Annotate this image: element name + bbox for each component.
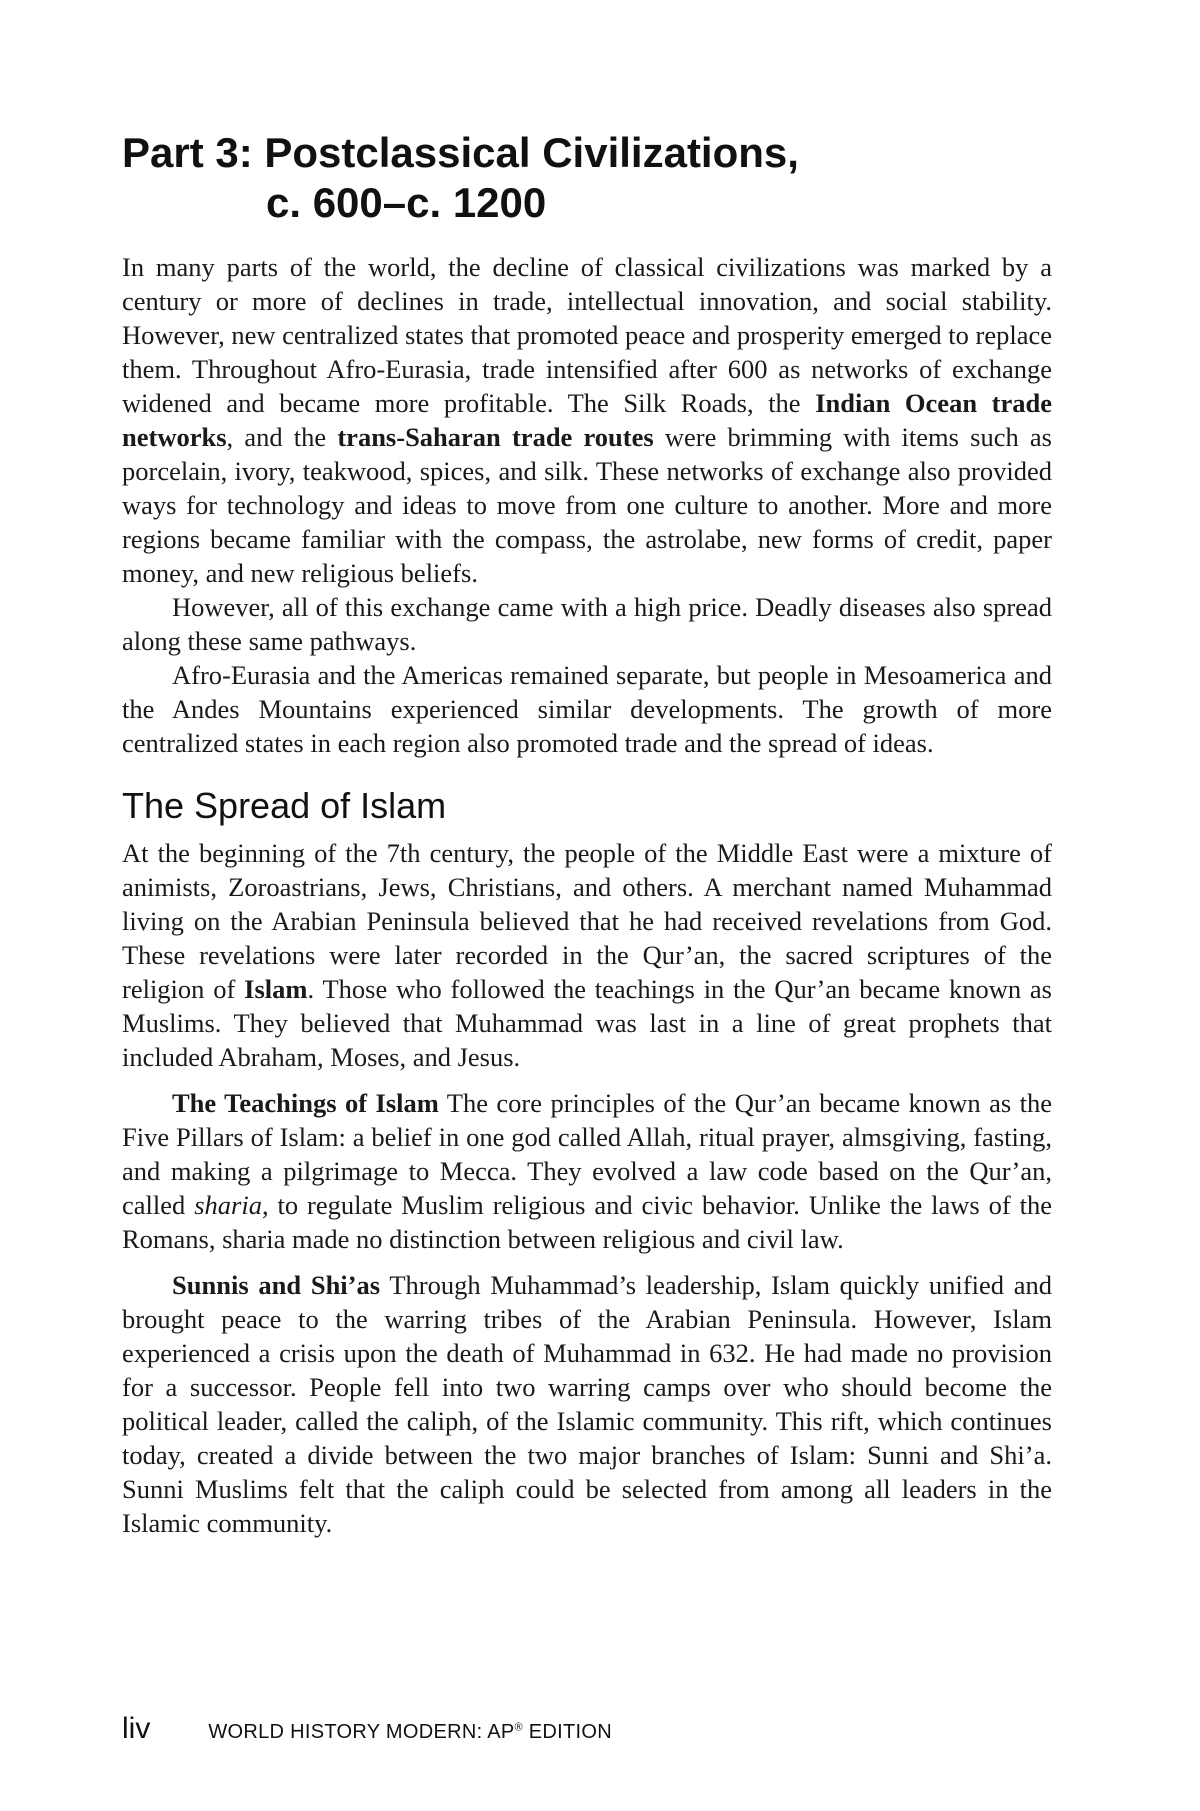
teachings-paragraph: The Teachings of Islam The core principles of the Qur’an became known as the Five Pillars of Islam: a belief in one god called Allah, ritual prayer, almsgiving, fasting, and making a pilgrimage to Mecca. They evolved a law code based on the Qur’an, called sharia, to regulate Muslim religious and civic behavior. Unlike the laws of the Romans, sharia made no distinction between religious and civil law. — [122, 1088, 1053, 1254]
running-title-text: WORLD HISTORY MODERN: AP — [208, 1721, 515, 1743]
italic-term: sharia — [194, 1190, 262, 1220]
page-content — [122, 128, 1052, 1540]
running-title-end: EDITION — [522, 1721, 612, 1743]
intro-paragraph-3: Afro-Eurasia and the Americas remained separate, but people in Mesoamerica and the Andes Mountains experienced similar developments. The growth of more centralized states in each region also promoted trade and the spread of ideas. — [122, 660, 1052, 758]
part-heading-line2: c. 600–c. 1200 — [266, 179, 547, 226]
registered-mark: ® — [514, 1721, 523, 1734]
bold-term: Sunnis and Shi’as — [172, 1270, 381, 1300]
intro-paragraph-1: In many parts of the world, the decline of classical civilizations was marked by a century or more of declines in trade, intellectual innovation, and social stability. However, new centralized states that promoted peace and prosperity emerged to replace them. Throughout Afro-Eurasia, trade intensified after 600 as networks of exchange widened and became more profitable. The Silk Roads, the Indian Ocean trade networks, and the trans-Saharan trade routes were brimming with items such as porcelain, ivory, teakwood, spices, and silk. These networks of exchange also provided ways for technology and ideas to move from one culture to another. More and more regions became familiar with the compass, the astrolabe, new forms of credit, paper money, and new religious beliefs. — [122, 252, 1053, 588]
section-paragraph-1: At the beginning of the 7th century, the people of the Middle East were a mixture of animists, Zoroastrians, Jews, Christians, and others. A merchant named Muhammad living on the Arabian Peninsula believed that he had received revelations from God. These revelations were later recorded in the Qur’an, the sacred scriptures of the religion of Islam. Those who followed the teachings in the Qur’an became known as Muslims. They believed that Muhammad was last in a line of great prophets that included Abraham, Moses, and Jesus. — [122, 838, 1052, 1072]
running-title — [208, 1721, 612, 1744]
bold-term: Islam — [244, 974, 308, 1004]
page-number: liv — [122, 1712, 151, 1745]
sunnis-shias-paragraph: Sunnis and Shi’as Through Muhammad’s leadership, Islam quickly unified and brought peace to the warring tribes of the Arabian Peninsula. However, Islam experienced a crisis upon the death of Muhammad in 632. He had made no provision for a successor. People fell into two warring camps over who should become the political leader, called the caliph, of the Islamic community. This rift, which continues today, created a divide between the two major branches of Islam: Sunni and Shi’a. Sunni Muslims felt that the caliph could be selected from among all leaders in the Islamic community. — [122, 1270, 1052, 1538]
intro-paragraph-2: However, all of this exchange came with a high price. Deadly diseases also spread along these same pathways. — [122, 592, 1052, 656]
bold-term: trans-Saharan trade routes — [337, 422, 654, 452]
part-heading-line1: Part 3: Postclassical Civilizations, — [122, 129, 799, 176]
bold-term: Indian Ocean trade networks — [122, 388, 1053, 452]
part-heading — [122, 128, 1052, 228]
bold-term: The Teachings of Islam — [172, 1088, 439, 1118]
page-footer — [122, 1712, 612, 1746]
section-heading: The Spread of Islam — [122, 785, 447, 826]
